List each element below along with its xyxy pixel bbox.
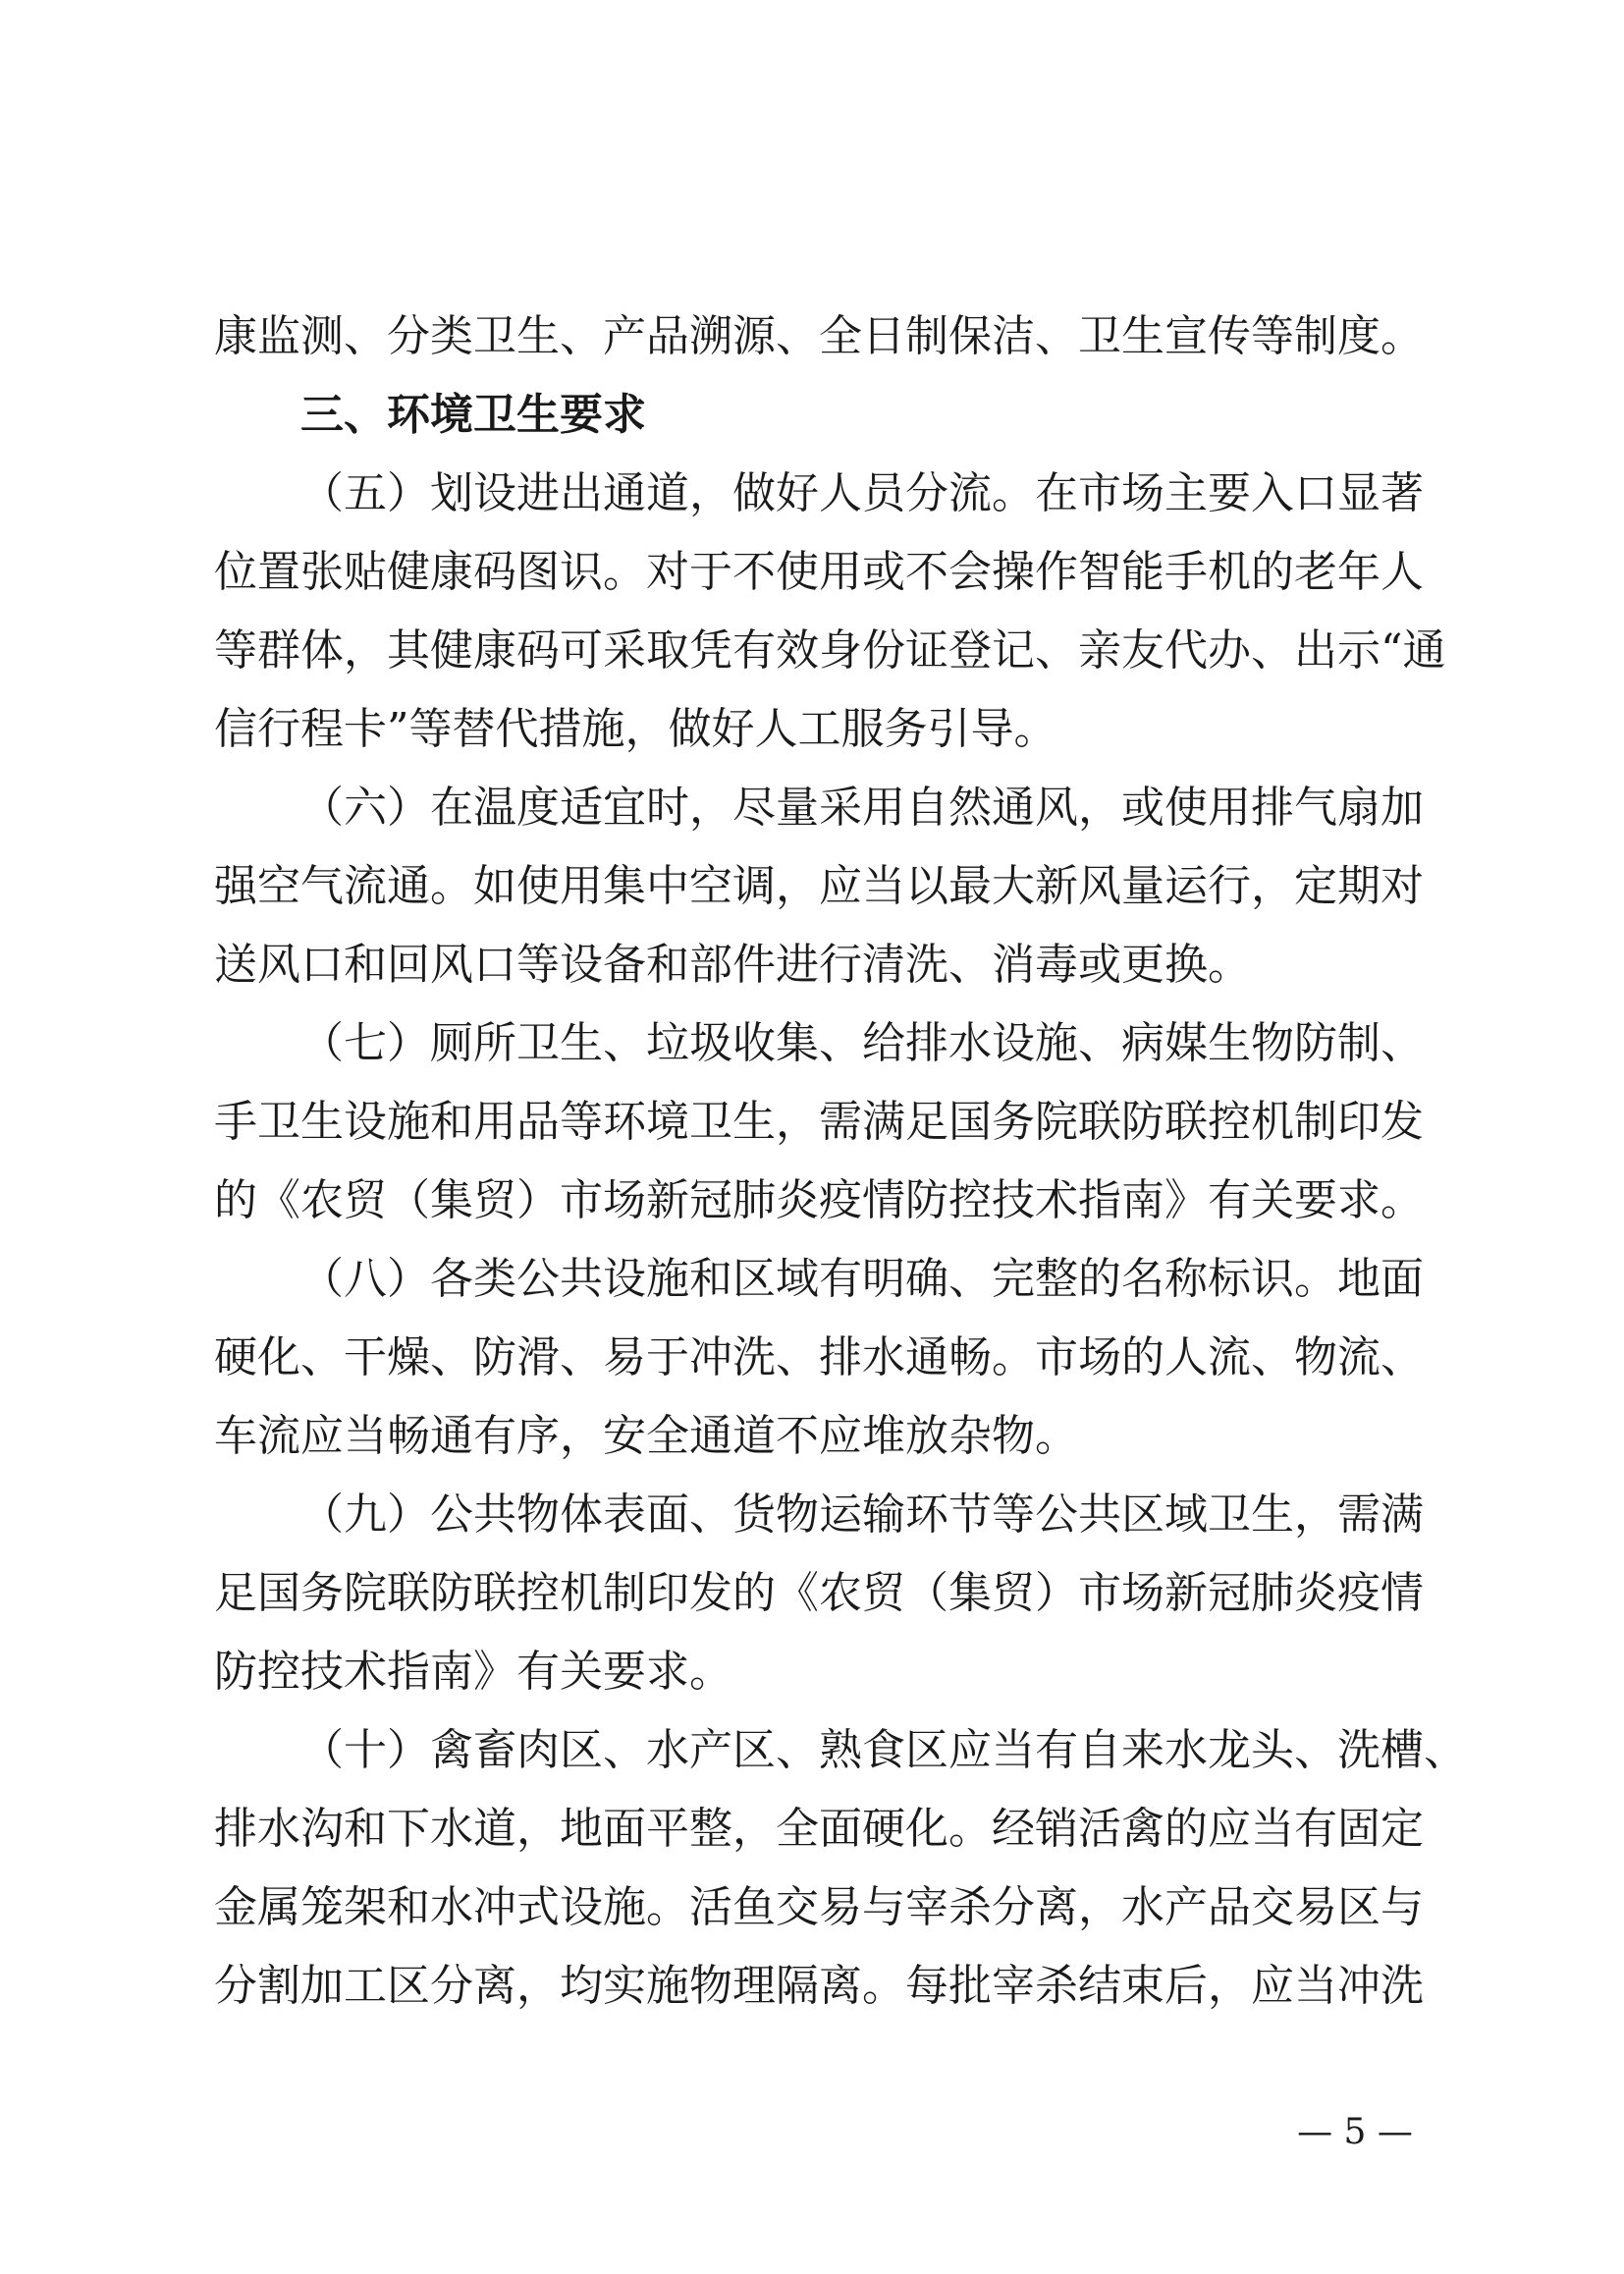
- paragraph-line: 防控技术指南》有关要求。: [214, 1647, 732, 1697]
- paragraph-line: 足国务院联防联控机制印发的《农贸（集贸）市场新冠肺炎疫情: [214, 1568, 1424, 1618]
- section-heading: 三、环境卫生要求: [300, 390, 646, 440]
- paragraph-line: 的《农贸（集贸）市场新冠肺炎疫情防控技术指南》有关要求。: [214, 1175, 1424, 1225]
- paragraph-line: （六）在温度适宜时，尽量采用自然通风，或使用排气扇加: [300, 783, 1424, 833]
- page-number: — 5 —: [1297, 2112, 1413, 2152]
- paragraph-line: 分割加工区分离，均实施物理隔离。每批宰杀结束后，应当冲洗: [214, 1961, 1424, 2011]
- paragraph-line: 车流应当畅通有序，安全通道不应堆放杂物。: [214, 1411, 1078, 1461]
- paragraph-line: 等群体，其健康码可采取凭有效身份证登记、亲友代办、出示“通: [214, 625, 1446, 676]
- paragraph-line: 位置张贴健康码图识。对于不使用或不会操作智能手机的老年人: [214, 547, 1424, 597]
- paragraph-line: 排水沟和下水道，地面平整，全面硬化。经销活禽的应当有固定: [214, 1804, 1424, 1854]
- paragraph-line: 信行程卡”等替代措施，做好人工服务引导。: [214, 704, 1057, 754]
- paragraph-line: 康监测、分类卫生、产品溯源、全日制保洁、卫生宣传等制度。: [214, 311, 1424, 361]
- paragraph-line: （八）各类公共设施和区域有明确、完整的名称标识。地面: [300, 1254, 1424, 1304]
- paragraph-line: 手卫生设施和用品等环境卫生，需满足国务院联防联控机制印发: [214, 1097, 1424, 1147]
- paragraph-line: （五）划设进出通道，做好人员分流。在市场主要入口显著: [300, 468, 1424, 518]
- paragraph-line: 金属笼架和水冲式设施。活鱼交易与宰杀分离，水产品交易区与: [214, 1882, 1424, 1932]
- paragraph-line: 强空气流通。如使用集中空调，应当以最大新风量运行，定期对: [214, 861, 1424, 911]
- paragraph-line: 送风口和回风口等设备和部件进行清洗、消毒或更换。: [214, 940, 1251, 990]
- paragraph-line: 硬化、干燥、防滑、易于冲洗、排水通畅。市场的人流、物流、: [214, 1332, 1424, 1382]
- paragraph-line: （十）禽畜肉区、水产区、熟食区应当有自来水龙头、洗槽、: [300, 1725, 1467, 1775]
- paragraph-line: （七）厕所卫生、垃圾收集、给排水设施、病媒生物防制、: [300, 1018, 1424, 1068]
- paragraph-line: （九）公共物体表面、货物运输环节等公共区域卫生，需满: [300, 1489, 1424, 1540]
